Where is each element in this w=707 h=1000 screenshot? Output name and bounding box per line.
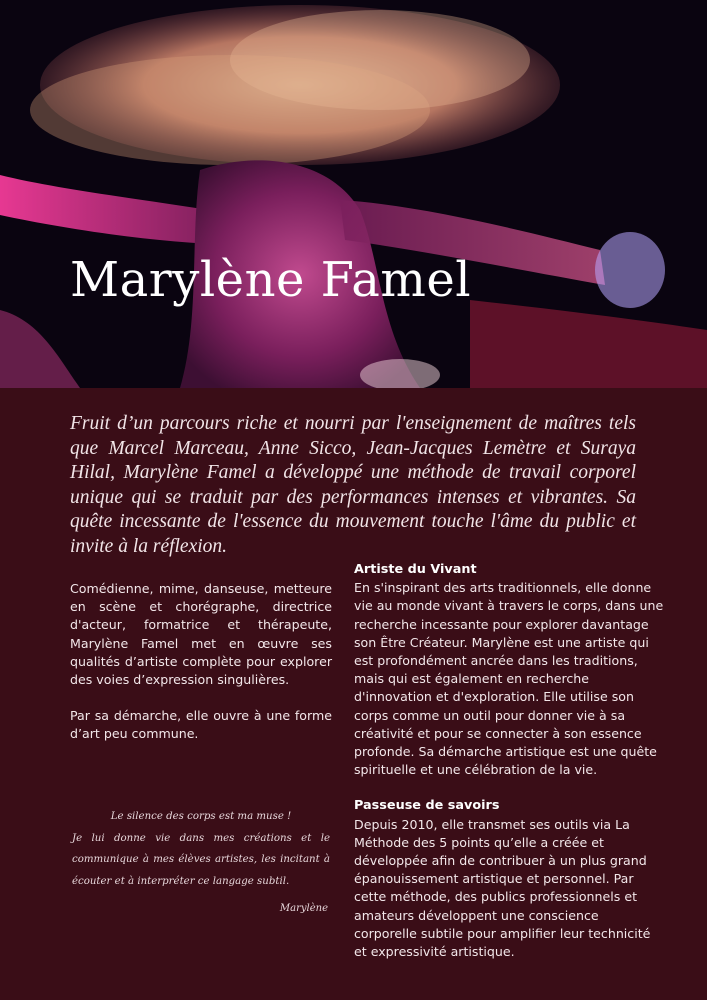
dancer-photo xyxy=(0,0,707,388)
artist-quote xyxy=(72,806,330,920)
quote-first-line: Le silence des corps est ma muse ! xyxy=(110,811,292,822)
right-column xyxy=(354,561,664,979)
section-text-passeuse: Depuis 2010, elle transmet ses outils via La Méthode des 5 points qu’elle a créée et développée afin de contribuer à un plus grand épanouissement artistique et personnel. Par cette méthode, des publics professionnels et amateurs développent une conscience corporelle subtile pour amplifier leur technicité et expressivité artistique. xyxy=(354,816,651,960)
intro-paragraph: Fruit d’un parcours riche et nourri par l'enseignement de maîtres tels que Marcel Marceau, Anne Sicco, Jean-Jacques Lemètre et Suraya Hilal, Marylène Famel a développé une méthode de travail corporel unique qui se traduit par des performances intenses et vibrantes. Sa quête incessante de l'essence du mouvement touche l'âme du public et invite à la réflexion. xyxy=(70,413,636,557)
bio-paragraph: Comédienne, mime, danseuse, metteure en scène et chorégraphe, directrice d'acteur, formatrice et thérapeute, Marylène Famel met en œuvre ses qualités d’artiste complète pour explorer des voies d’expression singulières. xyxy=(70,581,332,688)
left-column xyxy=(70,580,332,762)
section-heading-passeuse: Passeuse de savoirs xyxy=(354,798,500,814)
approach-paragraph: Par sa démarche, elle ouvre à une forme d’art peu commune. xyxy=(70,708,332,742)
quote-body: Je lui donne vie dans mes créations et le communique à mes élèves artistes, les incitant à écouter et à interpréter ce langage subtil. xyxy=(72,832,330,887)
quote-signature: Marylène xyxy=(279,903,328,914)
hero-banner xyxy=(0,0,707,388)
section-text-artiste: En s'inspirant des arts traditionnels, elle donne vie au monde vivant à travers le corps, dans une recherche incessante pour explorer davantage son Être Créateur. Marylène est une artiste qui est profondément ancrée dans les traditions, mais qui est également en recherche d'innovation et d'exploration. Elle utilise son corps comme un outil pour donner vie à sa créativité et pour se connecter à son essence profonde. Sa démarche artistique est une quête spirituelle et une célébration de la vie. xyxy=(354,580,664,778)
section-heading-artiste: Artiste du Vivant xyxy=(354,562,477,577)
page-title: Marylène Famel xyxy=(70,252,472,308)
